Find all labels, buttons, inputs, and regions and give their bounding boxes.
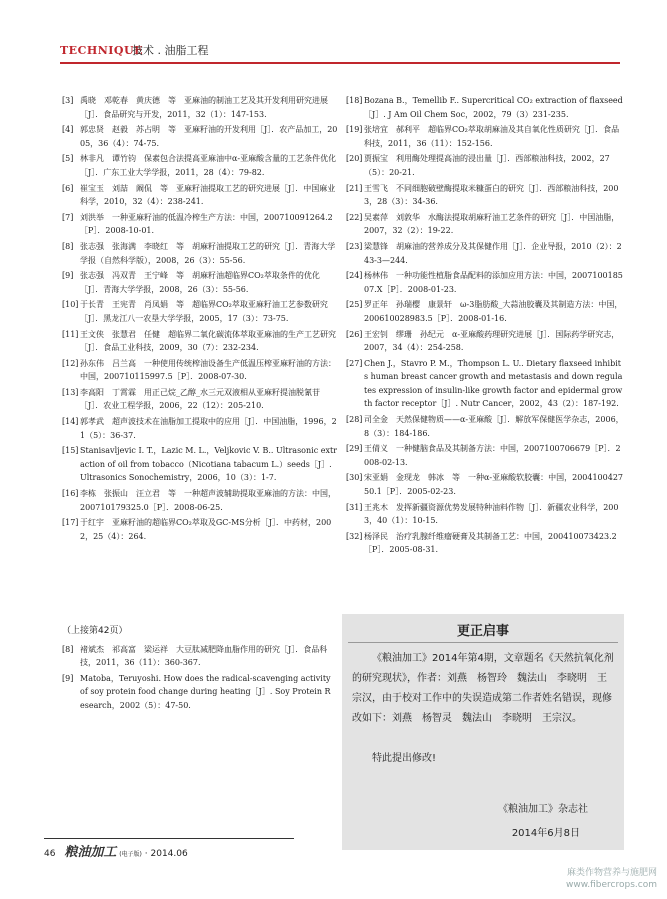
reference-item (346, 94, 624, 121)
reference-item (346, 211, 624, 238)
reference-text: 张培宜 郝利平 超临界CO₂萃取胡麻油及其自氧化性质研究［J］．食品科技，2011，36（11）：152-156. (364, 125, 620, 148)
notice-closing: 特此提出修改! (372, 753, 437, 764)
reference-number: [13] (62, 387, 79, 397)
journal-logo: 粮油加工 (64, 845, 117, 860)
reference-number: [4] (62, 125, 74, 135)
reference-item (346, 530, 624, 557)
reference-text: 林非凡 谭竹钧 保素包合法提高亚麻油中α-亚麻酸含量的工艺条件优化［J］．广东工业大学学报，2011，28（4）：79-82. (80, 154, 337, 177)
header-rule (60, 62, 620, 64)
reference-number: [32] (346, 531, 363, 541)
reference-number: [14] (62, 417, 79, 427)
reference-text: 宋亚娟 金现龙 韩冰 等 一种α-亚麻酸软胶囊：中国，200410042750.1［P］．2005-02-23. (364, 473, 624, 497)
journal-issue: · 2014.06 (144, 849, 188, 859)
reference-number: [18] (346, 96, 363, 105)
reference-text: 吴素萍 刘敦华 水酶法提取胡麻籽油工艺条件的研究［J］．中国油脂，2007，32（2）：19-22. (364, 212, 620, 236)
reference-item (62, 211, 340, 238)
reference-item (62, 269, 340, 296)
reference-number: [12] (62, 358, 79, 368)
reference-number: [24] (346, 271, 363, 281)
reference-text: 张志强 张海满 李晓红 等 胡麻籽油提取工艺的研究［J］．青海大学学报（自然科学版），2008，26（3）：55-56. (80, 241, 336, 265)
reference-number: [22] (346, 212, 363, 222)
reference-text: 崔宝玉 刘喆 阚侃 等 亚麻籽油提取工艺的研究进展［J］．中国麻业科学，2010，32（4）：238-241. (80, 183, 336, 207)
reference-item (346, 123, 624, 150)
reference-text: 梁慧锋 胡麻油的营养成分及其保健作用［J］．企业导报，2010（2）：243-3—244. (364, 241, 622, 265)
reference-text: 于长青 王宪青 肖凤娟 等 超临界CO₂萃取亚麻籽油工艺参数研究［J］．黑龙江八一农垦大学学报，2005，17（3）：73-75. (80, 300, 328, 323)
reference-item (62, 487, 340, 514)
reference-number: [7] (62, 212, 74, 222)
reference-text: 王雪飞 不同细胞破壁酶提取米糠蛋白的研究［J］．西部粮油科技，2003，28（3）：34-36. (364, 183, 619, 207)
reference-number: [30] (346, 473, 363, 483)
reference-item (346, 471, 624, 498)
reference-text: 李栋 张振山 汪立君 等 一种超声波辅助提取亚麻油的方法：中国，200710179325.0［P］．2008-06-25. (80, 489, 336, 512)
reference-text: 于红宇 亚麻籽油的超临界CO₂萃取及GC-MS分析［J］．中药材，2002，25（4）：264. (80, 518, 332, 541)
page-footer (44, 841, 188, 860)
reference-text: 王宏钊 缪珊 孙纪元 α-亚麻酸药理研究进展［J］．国际药学研究志，2007，34（4）：254-258. (364, 329, 620, 353)
reference-number: [21] (346, 183, 363, 193)
reference-number: [28] (346, 415, 363, 425)
reference-text: 王文侠 张慧君 任健 超临界二氧化碳流体萃取亚麻油的生产工艺研究［J］．食品工业科技，2009，30（7）：232-234. (80, 329, 336, 353)
reference-text: 禹晓 邓乾春 黄庆德 等 亚麻油的制油工艺及其开发利用研究进展［J］．食品研究与开发，2011，32（1）：147-153. (80, 96, 328, 119)
reference-text: Matoba，Teruyoshi. How does the radical-scavenging activity of soy protein food change during heating［J］. Soy Protein Research，2002（5）：47-50. (80, 673, 331, 710)
reference-item (62, 643, 332, 670)
header-section-cn: 技术 . 油脂工程 (132, 44, 209, 57)
reference-text: 贾振宝 利用酶处理提高油的浸出量［J］．西部粮油科技，2002，27（5）：20-21. (364, 154, 610, 177)
reference-text: 褚斌杰 祁高富 梁运祥 大豆肽减肥降血脂作用的研究［J］．食品科技，2011，36（11）：360-367. (80, 644, 328, 668)
reference-number: [10] (62, 300, 79, 310)
reference-number: [25] (346, 300, 363, 310)
watermark-title: 麻类作物营养与施肥网 (566, 868, 657, 878)
reference-number: [5] (62, 154, 74, 164)
reference-item (62, 240, 340, 267)
reference-text: 杨林伟 一种功能性植脂食品配料的添加应用方法：中国，200710018507.X［P］．2008-01-23. (364, 271, 623, 294)
reference-item (346, 501, 624, 528)
reference-item (62, 182, 340, 209)
reference-number: [31] (346, 502, 363, 512)
reference-item (62, 94, 340, 121)
reference-item (62, 152, 340, 179)
footer-rule (44, 838, 294, 839)
reference-number: [9] (62, 271, 74, 281)
reference-item (62, 328, 340, 355)
reference-text: 郭孝武 超声波技术在油脂加工提取中的应用［J］．中国油脂，1996，21（5）：36-37. (80, 417, 337, 440)
reference-item (346, 269, 624, 296)
reference-number: [26] (346, 329, 363, 339)
reference-item (62, 444, 340, 485)
reference-item (346, 240, 624, 267)
notice-divider (348, 642, 618, 643)
watermark-url: www.fibercrops.com (566, 880, 657, 890)
notice-body: 《粮油加工》2014年第4期，文章题名《天然抗氧化剂的研究现状》，作者：刘燕 杨智玲 魏法山 李晓明 王宗汉，由于校对工作中的失误造成第二作者姓名错误，现修改如下：刘燕 杨智灵 魏法山 李晓明 王宗汉。 (352, 653, 614, 724)
continued-references (62, 625, 332, 715)
watermark (566, 867, 657, 891)
reference-text: Chen J.，Stavro P. M.，Thompson L. U.. Dietary flaxseed inhibits human breast cancer growth and metastasis and down regulates expression of insulin-like growth factor and epidermal growth factor receptor［J］. Nutr Cancer，2002，43（2）：187-192. (364, 358, 623, 409)
page-header (0, 0, 667, 60)
reference-number: [16] (62, 489, 79, 499)
reference-item (62, 386, 340, 413)
reference-number: [6] (62, 183, 74, 193)
reference-text: 司全金 天然保健物质——α-亚麻酸［J］．解放军保健医学杂志，2006，8（3）：184-186. (364, 415, 624, 438)
reference-text: 杨泽民 治疗乳腺纤维瘤硬膏及其制备工艺：中国，200410073423.2［P］．2005-08-31. (364, 531, 617, 555)
reference-item (346, 413, 624, 440)
reference-number: [20] (346, 154, 363, 164)
notice-organization: 《粮油加工》杂志社 (498, 804, 588, 815)
notice-date: 2014年6月8日 (511, 828, 580, 839)
reference-text: 郭忠贤 赵毅 苏占明 等 亚麻籽油的开发利用［J］．农产品加工，2005，36（4）：74-75. (80, 125, 338, 148)
reference-item (346, 357, 624, 411)
reference-text: 王兆木 发挥新疆资源优势发展特种油料作物［J］．新疆农业科学，2003，40（1）：10-15. (364, 502, 619, 526)
continued-reference-list (62, 643, 332, 713)
reference-number: [19] (346, 125, 363, 135)
reference-text: 李高阳 丁霄霖 用正己烷_乙醇_水三元双液相从亚麻籽提油脱氰苷［J］．农业工程学报，2006，22（12）：205-210. (80, 387, 320, 411)
reference-item (346, 328, 624, 355)
reference-number: [17] (62, 518, 79, 528)
header-section-en: TECHNIQUE (60, 44, 143, 57)
reference-number: [27] (346, 358, 363, 368)
reference-item (346, 182, 624, 209)
reference-number: [3] (62, 96, 74, 105)
reference-text: 王倩义 一种健脑食品及其制备方法：中国，2007100706679［P］．2008-02-13. (364, 444, 621, 467)
reference-item (62, 357, 340, 384)
reference-number: [11] (62, 329, 79, 339)
notice-title: 更正启事 (456, 624, 509, 639)
reference-text: 张志强 冯双青 王宁峰 等 胡麻籽油超临界CO₂萃取条件的优化［J］．青海大学学报，2008，26（3）：55-56. (80, 271, 320, 294)
reference-number: [9] (62, 673, 74, 683)
reference-item (346, 152, 624, 179)
reference-text: Bozana B.，Temellib F.. Supercritical CO₂ extraction of flaxseed［J］. J Am Oil Chem Soc，2002，79（3）231-235. (364, 96, 623, 119)
reference-number: [29] (346, 444, 363, 454)
journal-edition: (电子版) (119, 851, 142, 858)
correction-notice (342, 614, 624, 850)
reference-number: [8] (62, 241, 74, 251)
reference-item (346, 298, 624, 325)
continued-label: （上接第42页） (62, 626, 128, 636)
reference-item (346, 442, 624, 469)
reference-item (62, 123, 340, 150)
reference-text: Stanisavljevic I. T.，Lazic M. L.，Veljkovic V. B.. Ultrasonic extraction of oil from tobacco（Nicotiana tabacum L.）seeds［J］. Ultrasonics Sonochemistry，2006，10（3）：1-7. (80, 446, 338, 483)
reference-number: [23] (346, 241, 363, 251)
reference-text: 罗正年 孙瑞樱 康景轩 ω-3脂肪酸_大蒜油胶囊及其制造方法：中国，200610028983.5［P］．2008-01-16. (364, 300, 623, 323)
reference-text: 刘洪举 一种亚麻籽油的低温冷榨生产方法：中国，200710091264.2［P］．2008-10-01. (80, 212, 333, 236)
reference-item (62, 672, 332, 713)
references-left-column (62, 94, 340, 545)
page-number: 46 (44, 849, 56, 859)
reference-item (62, 415, 340, 442)
reference-number: [8] (62, 644, 74, 654)
reference-item (62, 298, 340, 325)
reference-number: [15] (62, 446, 79, 456)
reference-text: 孙东伟 吕兰高 一种使用传统榨油设备生产低温压榨亚麻籽油的方法：中国，200710115997.5［P］．2008-07-30. (80, 358, 336, 382)
reference-item (62, 516, 340, 543)
references-right-column (346, 94, 624, 559)
